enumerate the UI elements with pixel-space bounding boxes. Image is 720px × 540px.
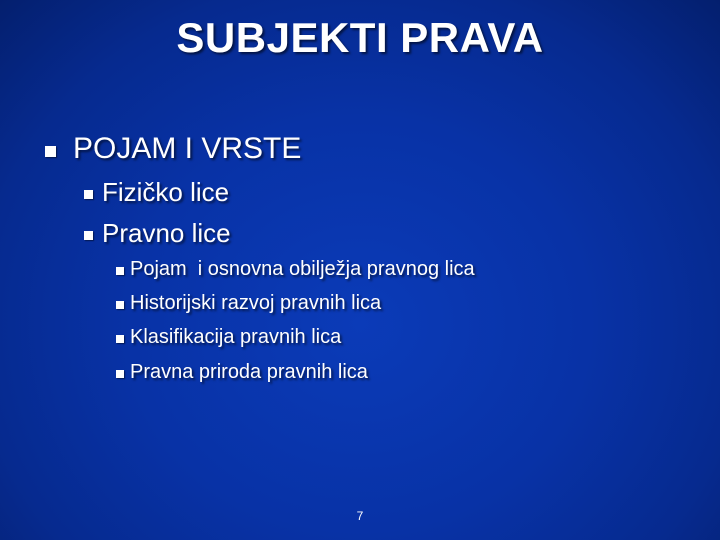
bullet-text: Fizičko lice xyxy=(102,177,230,207)
bullet-text: Klasifikacija pravnih lica xyxy=(130,326,342,348)
bullet-text: Pravno lice xyxy=(102,218,231,248)
bullet-text: Pravna priroda pravnih lica xyxy=(130,361,368,383)
bullet-text: POJAM I VRSTE xyxy=(73,132,302,165)
square-bullet-icon xyxy=(116,267,124,275)
slide-title: SUBJEKTI PRAVA xyxy=(176,14,544,61)
sub-bullet-item-fizicko-lice xyxy=(84,177,229,208)
sub-bullet-item-pravno-lice xyxy=(84,218,231,249)
bullet-item-pojam-i-vrste xyxy=(45,132,301,166)
square-bullet-icon xyxy=(116,335,124,343)
sub-sub-bullet-item-pravna-priroda xyxy=(116,361,368,384)
square-bullet-icon xyxy=(84,231,93,240)
bullet-text: Historijski razvoj pravnih lica xyxy=(130,292,382,314)
sub-sub-bullet-item-historijski-razvoj xyxy=(116,292,381,315)
square-bullet-icon xyxy=(116,301,124,309)
page-number: 7 xyxy=(356,509,364,523)
sub-sub-bullet-item-pojam xyxy=(116,258,475,281)
square-bullet-icon xyxy=(84,190,93,199)
bullet-text: Pojam i osnovna obilježja pravnog lica xyxy=(130,258,475,280)
square-bullet-icon xyxy=(116,370,124,378)
square-bullet-icon xyxy=(45,146,56,157)
sub-sub-bullet-item-klasifikacija xyxy=(116,326,341,349)
